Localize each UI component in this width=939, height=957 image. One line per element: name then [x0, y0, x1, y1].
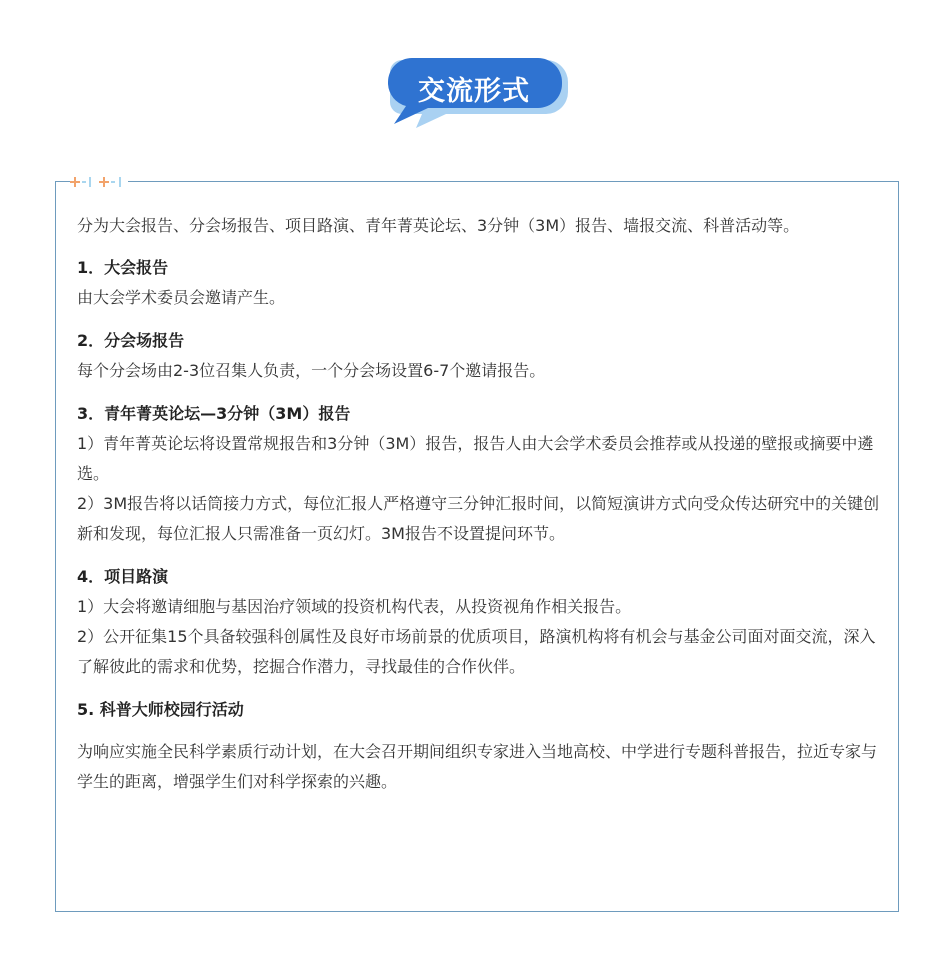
section-1 [77, 253, 885, 313]
section-title: 5. 科普大师校园行活动 [77, 700, 244, 719]
page-title: 交流形式 [418, 76, 530, 107]
section-paragraph: 1）青年菁英论坛将设置常规报告和3分钟（3M）报告，报告人由大会学术委员会推荐或从投递的壁报或摘要中遴选。 [77, 434, 874, 483]
section-3 [77, 399, 885, 549]
decorative-plus-icons [70, 175, 128, 189]
section-title: 1．大会报告 [77, 258, 169, 277]
section-2 [77, 326, 885, 386]
section-title: 2．分会场报告 [77, 331, 185, 350]
section-title-badge [388, 58, 568, 128]
section-title: 4．项目路演 [77, 567, 169, 586]
section-title: 3．青年菁英论坛—3分钟（3M）报告 [77, 404, 351, 423]
content-body [77, 211, 885, 810]
section-paragraph: 1）大会将邀请细胞与基因治疗领域的投资机构代表，从投资视角作相关报告。 [77, 597, 632, 616]
content-box [55, 181, 899, 912]
section-paragraph: 2）3M报告将以话筒接力方式，每位汇报人严格遵守三分钟汇报时间，以简短演讲方式向受众传达研究中的关键创新和发现，每位汇报人只需准备一页幻灯。3M报告不设置提问环节。 [77, 494, 880, 543]
section-4 [77, 562, 885, 682]
section-5 [77, 695, 885, 797]
section-paragraph: 2）公开征集15个具备较强科创属性及良好市场前景的优质项目，路演机构将有机会与基金公司面对面交流，深入了解彼此的需求和优势，挖掘合作潜力，寻找最佳的合作伙伴。 [77, 627, 876, 676]
section-paragraph: 每个分会场由2-3位召集人负责，一个分会场设置6-7个邀请报告。 [77, 361, 546, 380]
plus-icon [70, 175, 128, 189]
section-paragraph: 为响应实施全民科学素质行动计划，在大会召开期间组织专家进入当地高校、中学进行专题科普报告，拉近专家与学生的距离，增强学生们对科学探索的兴趣。 [77, 742, 878, 791]
intro-paragraph: 分为大会报告、分会场报告、项目路演、青年菁英论坛、3分钟（3M）报告、墙报交流、科普活动等。 [77, 216, 800, 235]
section-paragraph: 由大会学术委员会邀请产生。 [77, 288, 286, 307]
